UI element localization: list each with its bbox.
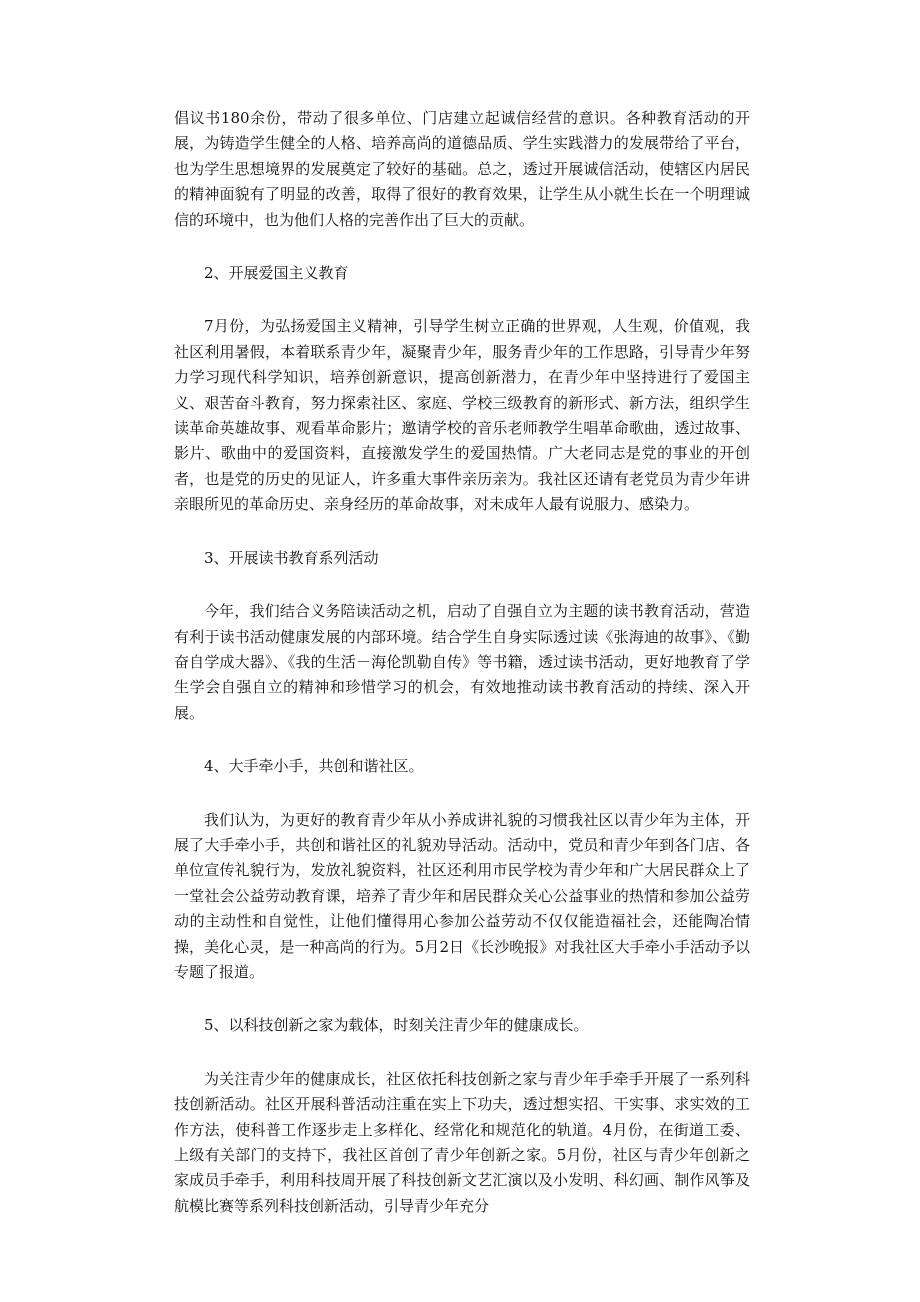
paragraph-continuation: 倡议书180余份，带动了很多单位、门店建立起诚信经营的意识。各种教育活动的开展，为铸造学生健全的人格、培养高尚的道德品质、学生实践潜力的发展带给了平台，也为学生思想境界的发展奠定了较好的基础。总之，透过开展诚信活动，使辖区内居民的精神面貌有了明显的改善，取得了很好的教育效果，让学生从小就生长在一个明理诚信的环境中，也为他们人格的完善作出了巨大的贡献。 bbox=[174, 109, 750, 229]
paragraph-gap bbox=[174, 286, 750, 314]
paragraph-patriotism: 7月份，为弘扬爱国主义精神，引导学生树立正确的世界观，人生观，价值观，我社区利用暑假，本着联系青少年，凝聚青少年，服务青少年的工作思路，引导青少年努力学习现代科学知识，培养创新意识，提高创新潜力，在青少年中坚持进行了爱国主义、艰苦奋斗教育，努力探索社区、家庭、学校三级教育的新形式、新方法，组织学生读革命英雄故事、观看革命影片；邀请学校的音乐老师教学生唱革命歌曲，透过故事、影片、歌曲中的爱国资料，直接激发学生的爱国热情。广大老同志是党的事业的开创者，也是党的历史的见证人，许多重大事件亲历亲为。我社区还请有老党员为青少年讲亲眼所见的革命历史、亲身经历的革命故事，对未成年人最有说服力、感染力。 bbox=[174, 317, 750, 514]
paragraph-innovation: 为关注青少年的健康成长，社区依托科技创新之家与青少年手牵手开展了一系列科技创新活动。社区开展科普活动注重在实上下功夫，透过想实招、干实事、求实效的工作方法，使科普工作逐步走上多样化、经常化和规范化的轨道。4月份，在街道工委、上级有关部门的支持下，我社区首创了青少年创新之家。5月份，社区与青少年创新之家成员手牵手，利用科技周开展了科技创新文艺汇演以及小发明、科幻画、制作风筝及航模比赛等系列科技创新活动，引导青少年充分 bbox=[174, 1069, 750, 1215]
paragraph-gap bbox=[174, 571, 750, 599]
paragraph-harmony: 我们认为，为更好的教育青少年从小养成讲礼貌的习惯我社区以青少年为主体，开展了大手牵小手，共创和谐社区的礼貌劝导活动。活动中，党员和青少年到各门店、各单位宣传礼貌行为，发放礼貌资料，社区还利用市民学校为青少年和广大居民群众上了一堂社会公益劳动教育课，培养了青少年和居民群众关心公益事业的热情和参加公益劳动的主动性和自觉性，让他们懂得用心参加公益劳动不仅仅能造福社会，还能陶冶情操，美化心灵，是一种高尚的行为。5月2日《长沙晚报》对我社区大手牵小手活动予以专题了报道。 bbox=[174, 810, 750, 981]
section-heading-reading: 3、开展读书教育系列活动 bbox=[204, 548, 379, 567]
paragraph-gap bbox=[174, 518, 750, 546]
section-heading-patriotism: 2、开展爱国主义教育 bbox=[204, 264, 349, 283]
paragraph-gap bbox=[174, 233, 750, 261]
paragraph-reading: 今年，我们结合义务陪读活动之机，启动了自强自立为主题的读书教育活动，营造有利于读书活动健康发展的内部环境。结合学生自身实际透过读《张海迪的故事》、《勤奋自学成大器》、《我的生活－海伦凯勒自传》等书籍，透过读书活动，更好地教育了学生学会自强自立的精神和珍惜学习的机会，有效地推动读书教育活动的持续、深入开展。 bbox=[174, 602, 750, 722]
paragraph-gap bbox=[174, 1039, 750, 1067]
section-heading-innovation: 5、以科技创新之家为载体，时刻关注青少年的健康成长。 bbox=[204, 1016, 589, 1035]
paragraph-gap bbox=[174, 726, 750, 754]
section-heading-harmony: 4、大手牵小手，共创和谐社区。 bbox=[204, 757, 424, 776]
paragraph-gap bbox=[174, 985, 750, 1013]
paragraph-gap bbox=[174, 780, 750, 808]
document-body bbox=[174, 106, 750, 1219]
